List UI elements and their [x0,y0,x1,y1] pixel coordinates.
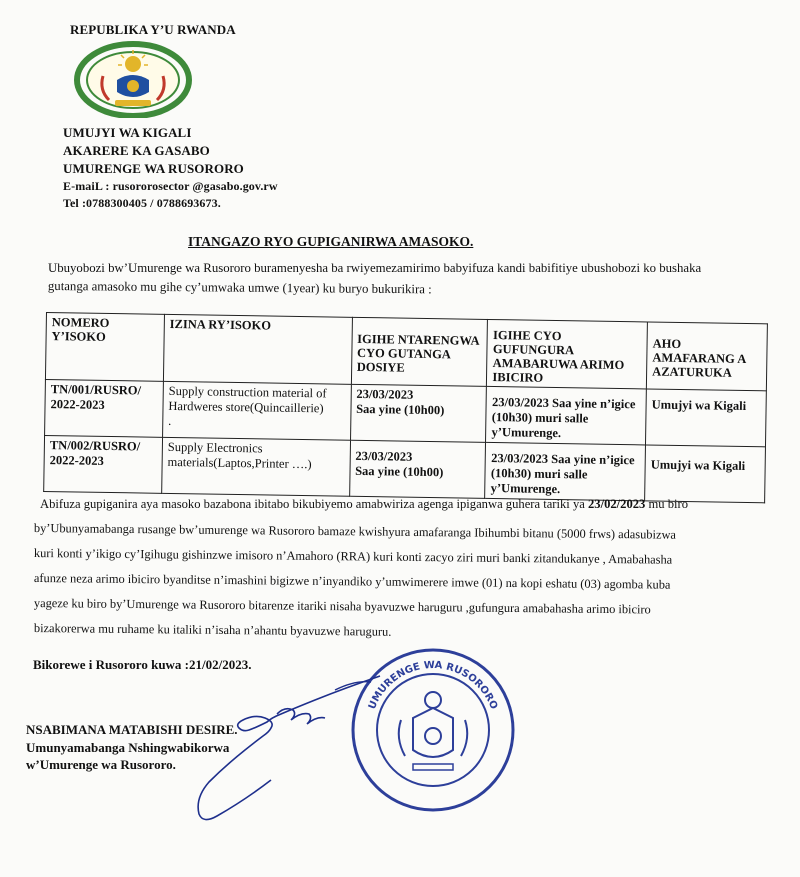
signatory-role-line-2: w’Umurenge wa Rusororo. [26,757,176,772]
announcement-title: ITANGAZO RYO GUPIGANIRWA AMASOKO. [188,234,474,249]
tender-deadline-time: Saa yine (10h00) [355,463,444,480]
signatory-name: NSABIMANA MATABISHI DESIRE. [26,722,238,737]
handwritten-signature [185,670,385,830]
body-line-4: afunze neza arimo ibiciro byanditse n’imashini bigizwe n’inyandiko y’umwimerere imwe (01) na kopi eshatu (03) agomba kuba [33,571,671,592]
tender-opening: 23/03/2023 Saa yine n’igice (10h30) muri salle y’Umurenge. [485,442,646,501]
intro-line-1: Ubuyobozi bw’Umurenge wa Rusororo buramenyesha ba rwiyemezamirimo babyifuza kandi babifitiye ubushobozi ko bushaka [48,261,702,275]
tender-name-extra: . [168,413,172,428]
city-line: UMUJYI WA KIGALI [63,125,192,140]
sector-line: UMURENGE WA RUSORORO [63,161,244,176]
tender-name: Supply construction material of Hardweres store(Quincaillerie) [168,383,327,416]
tender-source: Umujyi wa Kigali [646,389,767,447]
table-row [44,435,766,502]
body-line-2: by’Ubunyamabanga rusange bw’umurenge wa Rusororo bamaze kwishyura amafaranga Ibihumbi bitanu (5000 frws) adasubizwa [33,521,677,542]
district-line: AKARERE KA GASABO [63,143,210,158]
body-line-3: kuri konti y’ikigo cy’Igihugu gishinzwe imisoro n’Amahoro (RRA) kuri konti zacyo ziri muri banki zitandukanye , Amabahasha [33,546,673,567]
republic-heading: REPUBLIKA Y’U RWANDA [70,22,236,37]
rwanda-coat-of-arms-emblem [73,40,193,118]
email-line: E-maiL : rusororosector @gasabo.gov.rw [63,179,278,193]
col-header-name: IZINA RY’ISOKO [163,314,352,384]
col-header-number: NOMERO Y’ISOKO [45,313,164,382]
tender-opening: 23/03/2023 Saa yine n’igice (10h30) muri salle y’Umurenge. [486,386,647,445]
tenders-table [43,312,768,503]
body-line-1-date: 23/02/2023 [587,497,646,511]
body-line-1-end: mu biro [645,497,689,511]
col-header-opening: IGIHE CYO GUFUNGURA AMABARUWA ARIMO IBICIRO [487,319,648,389]
place-date: Bikorewe i Rusororo kuwa :21/02/2023. [33,657,252,672]
tender-number: TN/002/RUSRO/ 2022-2023 [44,435,163,493]
tender-deadline-date: 23/03/2023 [355,448,413,464]
tender-deadline-date: 23/03/2023 [356,386,414,402]
body-line-5: yageze ku biro by’Umurenge wa Rusororo bitarenze itariki nisaha byavuzwe haruguru ,gufungura amabahasha arimo ibiciro [33,596,651,617]
col-header-source: AHO AMAFARANG A AZATURUKA [646,322,767,391]
tender-name-cell [162,381,351,440]
body-line-6: bizakorerwa mu ruhame ku italiki n’isaha n’ahantu byavuzwe haruguru. [33,621,392,639]
body-line-1-text: Abifuza gupiganira aya masoko bazabona ibitabo bikubiyemo amabwiriza agenga ipiganwa guhera tariki ya [40,497,585,511]
tender-source: Umujyi wa Kigali [645,445,766,503]
table-header-row [45,313,767,391]
phone-line: Tel :0788300405 / 0788693673. [63,196,221,210]
svg-text:UMURENGE WA RUSORORO [367,660,499,711]
signatory-role-line-1: Umunyamabanga Nshingwabikorwa [26,740,230,755]
col-header-deadline: IGIHE NTARENGWA CYO GUTANGA DOSIYE [351,317,488,386]
tender-name-cell [162,437,351,496]
tender-deadline-cell [350,384,487,442]
body-line-1 [40,497,688,512]
tender-deadline-cell [349,440,486,498]
stamp-text: UMURENGE WA RUSORORO [366,659,500,712]
tender-number: TN/001/RUSRO/ 2022-2023 [45,379,164,437]
intro-line-2: gutanga amasoko mu gihe cy’umwaka umwe (1year) ku buryo bukurikira : [47,279,432,297]
tender-deadline-time: Saa yine (10h00) [356,401,445,418]
tender-name: Supply Electronics materials(Laptos,Printer ….) [167,439,312,472]
